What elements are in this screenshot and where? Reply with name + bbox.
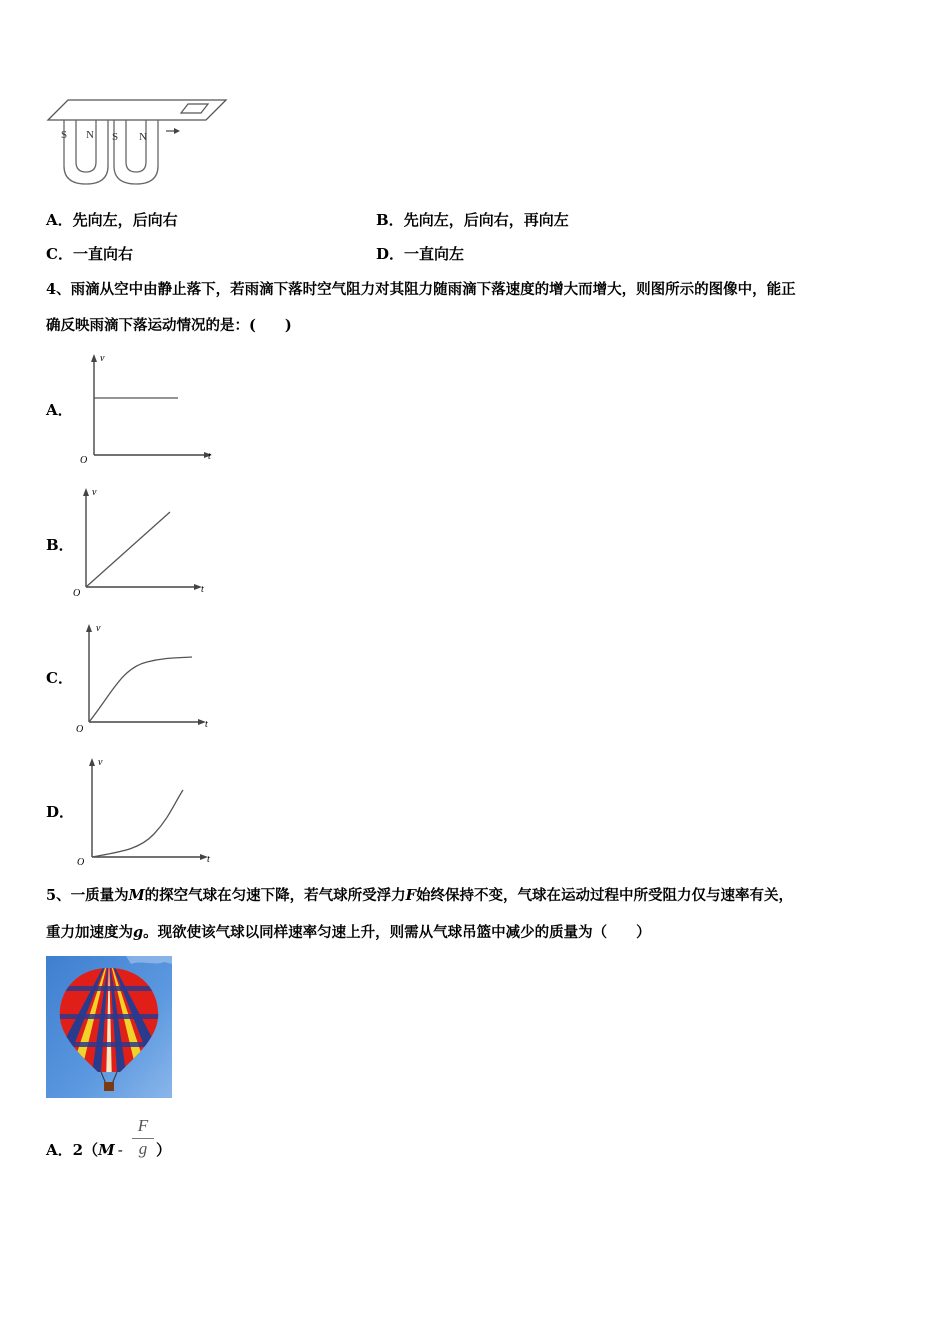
q4-option-d-label[interactable]: D． xyxy=(46,803,75,821)
q5-stem-line2 xyxy=(46,923,651,943)
q5-text: 重力加速度为 xyxy=(46,924,133,941)
q4-option-a-label[interactable]: A． xyxy=(46,401,73,419)
minus-sign: - xyxy=(117,1141,123,1159)
origin-label: O xyxy=(80,455,88,466)
option-text: 一直向左 xyxy=(404,245,465,263)
q3-option-a[interactable] xyxy=(46,210,178,230)
magnet-label-4: N xyxy=(139,131,147,143)
axis-v-label: v xyxy=(100,353,105,364)
var-M: M xyxy=(98,1141,115,1159)
fraction-numerator: F xyxy=(137,1116,149,1135)
q4-option-b-label[interactable]: B． xyxy=(46,536,74,554)
axis-t-label: t xyxy=(205,719,208,730)
q4-graph-d[interactable] xyxy=(74,752,224,868)
fraction-denominator: g xyxy=(132,1138,154,1159)
option-suffix: ） xyxy=(156,1141,172,1159)
axis-t-label: t xyxy=(208,451,211,462)
q5-text: 始终保持不变，气球在运动过程中所受阻力仅与速率有关， xyxy=(415,887,793,904)
q4-graph-a[interactable] xyxy=(74,350,224,466)
option-text: 一直向右 xyxy=(72,245,133,263)
q5-text: 。现欲使该气球以同样速率匀速上升，则需从气球吊篮中减少的质量为（ ） xyxy=(143,924,651,941)
q5-text: 5、一质量为 xyxy=(46,887,129,904)
axis-v-label: v xyxy=(92,487,97,498)
var-M: M xyxy=(128,887,145,904)
axis-v-label: v xyxy=(96,623,101,634)
fraction-f-over-g xyxy=(130,1116,156,1159)
origin-label: O xyxy=(77,857,85,868)
magnet-label-3: S xyxy=(112,131,119,143)
magnet-label-1: S xyxy=(61,129,68,141)
q5-stem-line1 xyxy=(46,886,793,906)
q4-stem-line2: 确反映雨滴下落运动情况的是：( ) xyxy=(46,317,292,334)
option-letter: C． xyxy=(46,245,73,263)
axis-v-label: v xyxy=(98,757,103,768)
q4-graph-b[interactable] xyxy=(70,484,220,600)
magnet-label-2: N xyxy=(86,129,94,141)
q3-option-d[interactable] xyxy=(376,244,464,264)
q5-text: 的探空气球在匀速下降，若气球所受浮力 xyxy=(144,887,406,904)
hot-air-balloon-image xyxy=(46,956,172,1098)
q4-option-c-label[interactable]: C． xyxy=(46,669,73,687)
axis-t-label: t xyxy=(207,854,210,865)
q5-option-a[interactable] xyxy=(46,1140,126,1160)
option-letter: A． xyxy=(46,211,73,229)
q3-option-c[interactable] xyxy=(46,244,133,264)
option-prefix: 2（ xyxy=(72,1141,99,1159)
magnet-figure xyxy=(46,96,231,190)
var-F: F xyxy=(405,887,416,904)
option-letter: A． xyxy=(46,1141,73,1159)
origin-label: O xyxy=(76,724,84,735)
axis-t-label: t xyxy=(201,584,204,595)
q4-graph-c[interactable] xyxy=(72,618,222,736)
var-g: g xyxy=(133,924,144,941)
origin-label: O xyxy=(73,588,81,599)
option-text: 先向左，后向右 xyxy=(72,211,178,229)
q3-option-b[interactable] xyxy=(376,210,569,230)
option-letter: D． xyxy=(376,245,405,263)
q4-stem-line1: 4、雨滴从空中由静止落下，若雨滴下落时空气阻力对其阻力随雨滴下落速度的增大而增大，则图所示的图像中，能正 xyxy=(46,281,796,298)
option-text: 先向左，后向右，再向左 xyxy=(403,211,569,229)
option-letter: B． xyxy=(376,211,404,229)
